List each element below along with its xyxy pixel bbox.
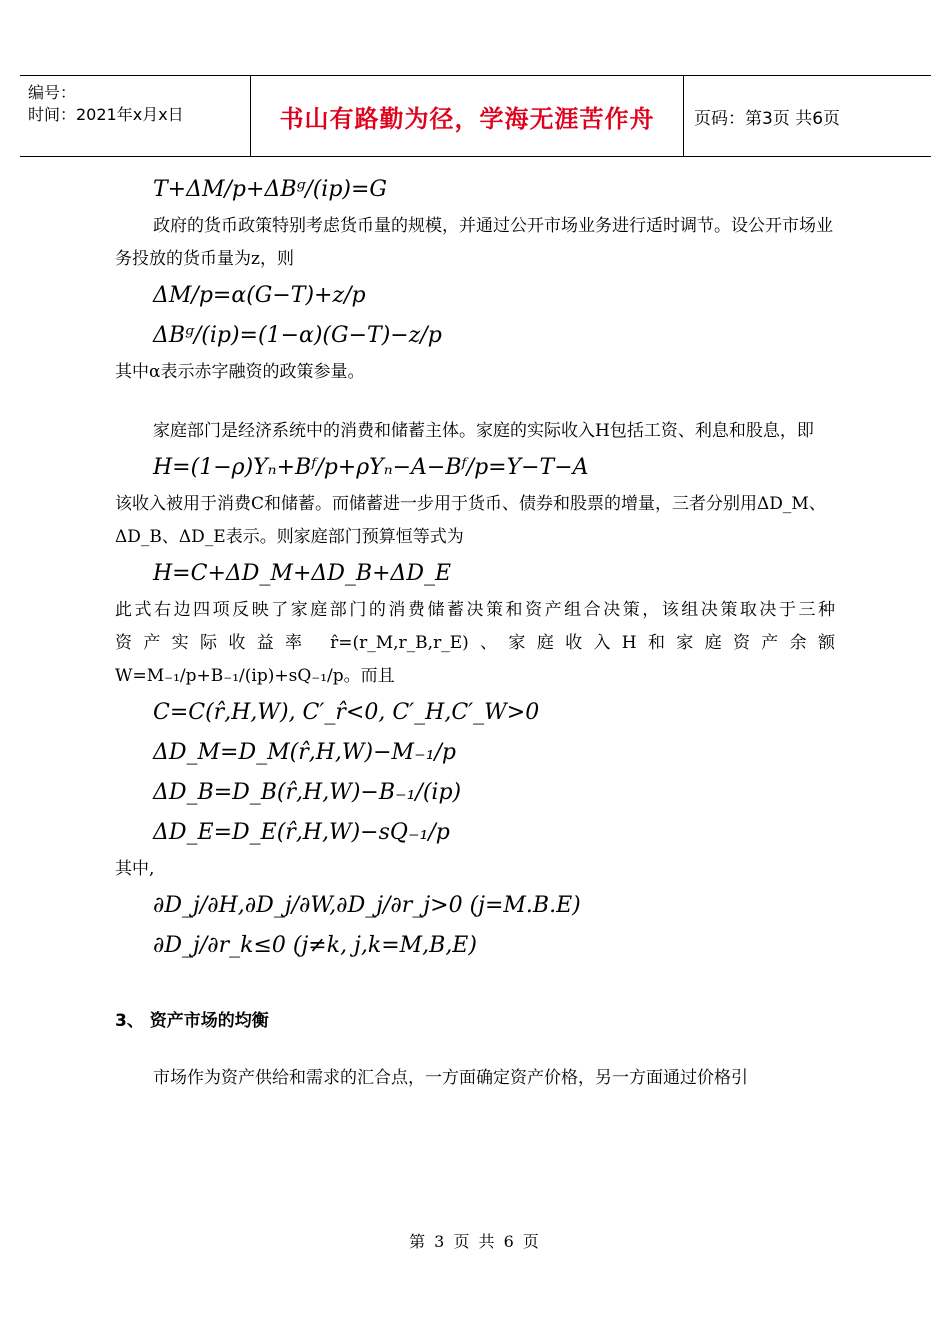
equation-6: C=C(r̂,H,W), C′_r̂<0, C′_H,C′_W>0: [153, 700, 540, 725]
page-header: [20, 75, 931, 157]
equation-4: H=(1−ρ)Yₙ+Bᶠ/p+ρYₙ−A−Bᶠ/p=Y−T−A: [153, 455, 589, 480]
page-info: 页码：第3页 共6页: [694, 108, 841, 129]
paragraph-5b: 资产实际收益率 r̂=(r_M,r_B,r_E)、家庭收入H和家庭资产余额: [115, 633, 835, 653]
paragraph-4: 该收入被用于消费C和储蓄。而储蓄进一步用于货币、债券和股票的增量，三者分别用ΔD_M、ΔD_B、ΔD_E表示。则家庭部门预算恒等式为: [115, 494, 826, 547]
header-left-cell: [20, 76, 251, 156]
time-label: 时间：2021年x月x日: [28, 105, 184, 124]
paragraph-5a: 此式右边四项反映了家庭部门的消费储蓄决策和资产组合决策，该组决策取决于三种: [115, 600, 835, 620]
equation-3: ΔBᵍ/(ip)=(1−α)(G−T)−z/p: [153, 323, 442, 348]
paragraph-3: 家庭部门是经济系统中的消费和储蓄主体。家庭的实际收入H包括工资、利息和股息，即: [153, 421, 814, 441]
paragraph-2: 其中α表示赤字融资的政策参量。: [115, 362, 365, 382]
equation-5: H=C+ΔD_M+ΔD_B+ΔD_E: [153, 561, 452, 586]
number-label: 编号：: [28, 83, 77, 102]
equation-11: ∂D_j/∂r_k≤0 (j≠k, j,k=M,B,E): [153, 933, 477, 958]
paragraph-7: 市场作为资产供给和需求的汇合点，一方面确定资产价格，另一方面通过价格引: [153, 1068, 748, 1088]
equation-2: ΔM/p=α(G−T)+z/p: [153, 283, 366, 308]
paragraph-6: 其中,: [115, 859, 155, 879]
motto: 书山有路勤为径，学海无涯苦作舟: [251, 76, 684, 156]
section-title: 3、 资产市场的均衡: [115, 1011, 269, 1031]
equation-10: ∂D_j/∂H,∂D_j/∂W,∂D_j/∂r_j>0 (j=M.B.E): [153, 893, 581, 918]
paragraph-5c: W=M₋₁/p+B₋₁/(ip)+sQ₋₁/p。而且: [115, 666, 395, 686]
paragraph-1: 政府的货币政策特别考虑货币量的规模，并通过公开市场业务进行适时调节。设公开市场业务投放的货币量为z，则: [115, 216, 833, 269]
page-footer: 第 3 页 共 6 页: [409, 1232, 541, 1251]
equation-9: ΔD_E=D_E(r̂,H,W)−sQ₋₁/p: [153, 820, 450, 845]
equation-8: ΔD_B=D_B(r̂,H,W)−B₋₁/(ip): [153, 780, 462, 805]
document-body: [115, 170, 835, 1095]
equation-1: T+ΔM/p+ΔBᵍ/(ip)=G: [153, 177, 388, 202]
equation-7: ΔD_M=D_M(r̂,H,W)−M₋₁/p: [153, 740, 457, 765]
